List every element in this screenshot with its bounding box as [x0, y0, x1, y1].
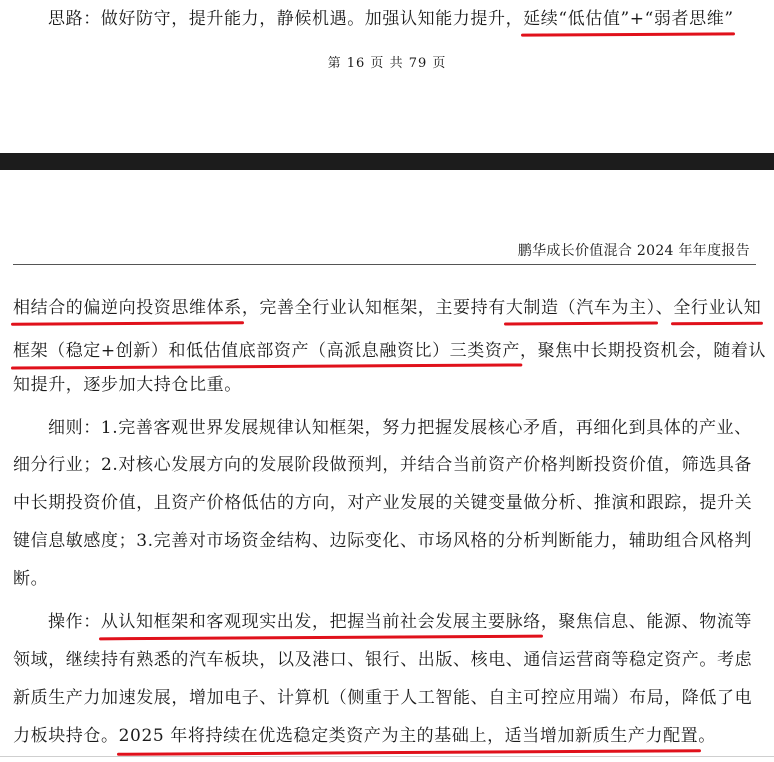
bottom-edge — [0, 756, 774, 757]
paragraph-line — [13, 340, 766, 362]
paragraph-line: 知提升，逐步加大持仓比重。 — [13, 375, 242, 395]
red-underlined-text: 全行业认知 — [673, 298, 762, 318]
report-header-title: 鹏华成长价值混合 2024 年年度报告 — [517, 243, 750, 259]
paragraph-line: 断。 — [13, 569, 49, 589]
red-underlined-text: 相结合的偏逆向投资思维体系 — [13, 298, 242, 318]
paragraph-line: 细分行业；2.对核心发展方向的发展阶段做预判，并结合当前资产价格判断投资价值，筛选具备 — [13, 455, 753, 475]
red-underlined-text: 2025 年将持续在优选稳定类资产为主的基础上，适当增加新质生产力配置 — [118, 726, 699, 746]
red-underlined-text: 延续“低估值”+“弱者思维” — [523, 9, 734, 29]
paragraph-line: 新质生产力加速发展，增加电子、计算机（侧重于人工智能、自主可控应用端）布局，降低了电 — [13, 688, 753, 708]
text-segment: ，聚焦中长期投资机会，随着认 — [519, 341, 767, 361]
paragraph-line: 键信息敏感度；3.完善对市场资金结构、边际变化、市场风格的分析判断能力，辅助组合风格判 — [13, 531, 753, 551]
paragraph-line — [13, 297, 761, 319]
red-underlined-text: 框架（稳定+创新）和低估值底部资产（高派息融资比）三类资产 — [13, 341, 520, 361]
text-segment: 。 — [698, 726, 716, 746]
text-segment: 思路：做好防守，提升能力，静候机遇。加强认知能力提升， — [48, 9, 524, 29]
paragraph-line: 中长期投资价值，且资产价格低估的方向，对产业发展的关键变量做分析、推演和跟踪，提升关 — [13, 493, 753, 513]
red-underlined-text: 从认知框架和客观现实出发，把握当前社会发展主要脉络 — [100, 612, 541, 632]
header-divider — [13, 264, 756, 265]
text-segment: ，完善全行业认知框架，主要持有 — [241, 298, 506, 318]
paragraph-line: 领域，继续持有熟悉的汽车板块，以及港口、银行、出版、核电、通信运营商等稳定资产。考虑 — [13, 650, 753, 670]
red-underlined-text: 大制造（汽车为主） — [505, 298, 656, 318]
text-segment: 、 — [655, 298, 674, 318]
text-segment: 操作： — [48, 612, 101, 632]
paragraph-line: 细则：1.完善客观世界发展规律认知框架，努力把握发展核心矛盾，再细化到具体的产业、 — [48, 418, 752, 438]
page-number: 第 16 页 共 79 页 — [327, 56, 447, 71]
page-break-bar — [0, 153, 774, 170]
paragraph-line — [48, 8, 734, 30]
text-segment: 力板块持仓。 — [13, 726, 119, 746]
paragraph-line — [13, 725, 716, 747]
text-segment: ，聚焦信息、能源、物流等 — [540, 612, 753, 632]
paragraph-line — [48, 611, 752, 633]
